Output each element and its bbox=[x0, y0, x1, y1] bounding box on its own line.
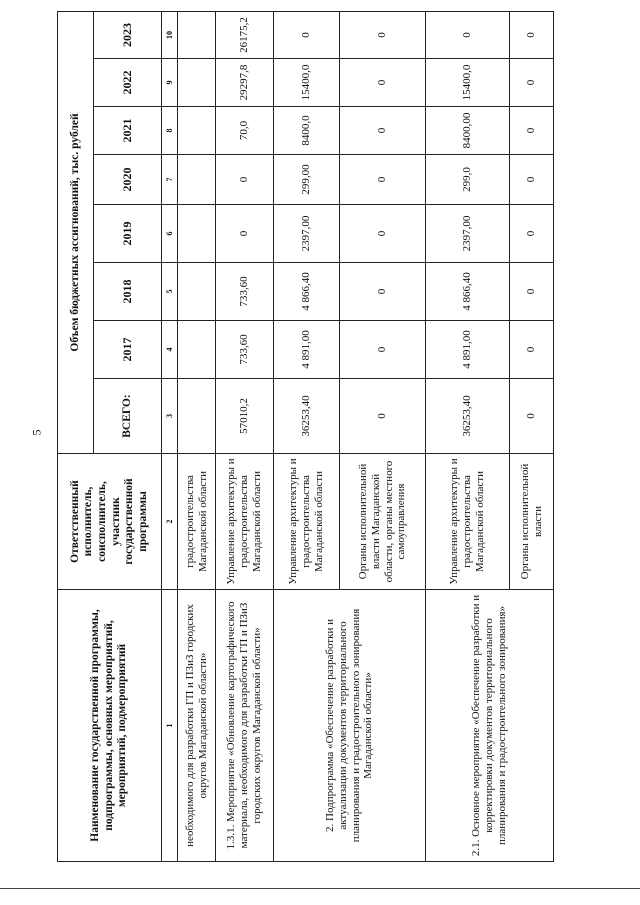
row-name: 2.1. Основное мероприятие «Обеспечение разработки и корректировки документов территориального планирования и градостроительного зонирования» bbox=[426, 590, 554, 862]
row-executor: Органы исполнительной власти bbox=[510, 454, 554, 590]
row-value: 0 bbox=[216, 205, 274, 263]
row-value: 70,0 bbox=[216, 107, 274, 155]
column-number: 8 bbox=[162, 107, 178, 155]
row-value bbox=[178, 59, 216, 107]
row-value bbox=[178, 205, 216, 263]
table-row bbox=[426, 12, 510, 862]
row-executor: Органы исполнительной власти Магаданской области, органы местного самоуправления bbox=[340, 454, 426, 590]
row-value: 0 bbox=[340, 205, 426, 263]
row-value: 4 866,40 bbox=[426, 263, 510, 321]
row-value: 0 bbox=[510, 155, 554, 205]
row-value: 0 bbox=[216, 155, 274, 205]
table-row bbox=[274, 12, 340, 862]
row-value bbox=[178, 12, 216, 59]
header-executor: Ответственный исполнитель, соисполнитель, участник государственной программы bbox=[58, 454, 162, 590]
row-value: 733,60 bbox=[216, 263, 274, 321]
row-value: 29297,8 bbox=[216, 59, 274, 107]
row-value: 0 bbox=[510, 59, 554, 107]
row-value bbox=[178, 155, 216, 205]
header-year: 2018 bbox=[94, 263, 162, 321]
row-value: 0 bbox=[340, 263, 426, 321]
table-row bbox=[178, 12, 216, 862]
column-number: 10 bbox=[162, 12, 178, 59]
row-executor: Управление архитектуры и градостроительства Магаданской области bbox=[274, 454, 340, 590]
row-value: 2397,00 bbox=[274, 205, 340, 263]
row-executor: градостроительства Магаданской области bbox=[178, 454, 216, 590]
row-value: 15400,0 bbox=[426, 59, 510, 107]
row-value: 0 bbox=[340, 59, 426, 107]
header-name: Наименование государственной программы, подпрограммы, основных мероприятий, мероприятий, подмероприятий bbox=[58, 590, 162, 862]
budget-table bbox=[57, 11, 554, 862]
row-executor: Управление архитектуры и градостроительства Магаданской области bbox=[426, 454, 510, 590]
row-value: 0 bbox=[340, 107, 426, 155]
header-year: 2023 bbox=[94, 12, 162, 59]
row-value: 299,0 bbox=[426, 155, 510, 205]
row-value bbox=[178, 379, 216, 454]
row-value: 0 bbox=[340, 12, 426, 59]
page-number: 5 bbox=[29, 429, 44, 436]
row-executor: Управление архитектуры и градостроительства Магаданской области bbox=[216, 454, 274, 590]
row-value: 0 bbox=[274, 12, 340, 59]
column-number: 4 bbox=[162, 321, 178, 379]
row-value: 0 bbox=[510, 205, 554, 263]
column-number-row bbox=[162, 12, 178, 862]
row-value: 0 bbox=[510, 379, 554, 454]
row-value: 299,00 bbox=[274, 155, 340, 205]
row-name: 2. Подпрограмма «Обеспечение разработки и актуализации документов территориального планирования и градостроительного зонирования Магаданской области» bbox=[274, 590, 426, 862]
column-number: 9 bbox=[162, 59, 178, 107]
row-value: 36253,40 bbox=[274, 379, 340, 454]
header-total: ВСЕГО: bbox=[94, 379, 162, 454]
row-value: 57010,2 bbox=[216, 379, 274, 454]
row-value: 0 bbox=[510, 321, 554, 379]
header-year: 2021 bbox=[94, 107, 162, 155]
column-number: 3 bbox=[162, 379, 178, 454]
row-name: необходимого для разработки ГП и ПЗиЗ городских округов Магаданской области» bbox=[178, 590, 216, 862]
row-value: 0 bbox=[510, 107, 554, 155]
row-value bbox=[178, 107, 216, 155]
row-value: 0 bbox=[510, 263, 554, 321]
column-number: 6 bbox=[162, 205, 178, 263]
row-value: 4 891,00 bbox=[274, 321, 340, 379]
header-budget-group: Объем бюджетных ассигнований, тыс. рублей bbox=[58, 12, 94, 454]
row-value: 15400,0 bbox=[274, 59, 340, 107]
row-value: 8400,00 bbox=[426, 107, 510, 155]
row-value: 0 bbox=[510, 12, 554, 59]
row-value: 8400,0 bbox=[274, 107, 340, 155]
row-value: 0 bbox=[340, 321, 426, 379]
row-value: 26175,2 bbox=[216, 12, 274, 59]
table-row bbox=[216, 12, 274, 862]
row-value: 2397,00 bbox=[426, 205, 510, 263]
row-value: 0 bbox=[340, 379, 426, 454]
header-row-1 bbox=[58, 12, 94, 862]
header-year: 2019 bbox=[94, 205, 162, 263]
header-year: 2022 bbox=[94, 59, 162, 107]
page-bottom-rule bbox=[0, 888, 640, 889]
row-name: 1.3.1. Мероприятие «Обновление картографического материала, необходимого для разработки ГП и ПЗиЗ городских округов Магаданской области» bbox=[216, 590, 274, 862]
row-value: 4 891,00 bbox=[426, 321, 510, 379]
row-value bbox=[178, 321, 216, 379]
column-number: 7 bbox=[162, 155, 178, 205]
column-number: 5 bbox=[162, 263, 178, 321]
column-number: 2 bbox=[162, 454, 178, 590]
header-year: 2020 bbox=[94, 155, 162, 205]
column-number: 1 bbox=[162, 590, 178, 862]
row-value: 0 bbox=[426, 12, 510, 59]
row-value: 4 866,40 bbox=[274, 263, 340, 321]
row-value: 0 bbox=[340, 155, 426, 205]
row-value: 36253,40 bbox=[426, 379, 510, 454]
row-value bbox=[178, 263, 216, 321]
row-value: 733,60 bbox=[216, 321, 274, 379]
header-year: 2017 bbox=[94, 321, 162, 379]
rotated-table-container bbox=[57, 12, 553, 862]
